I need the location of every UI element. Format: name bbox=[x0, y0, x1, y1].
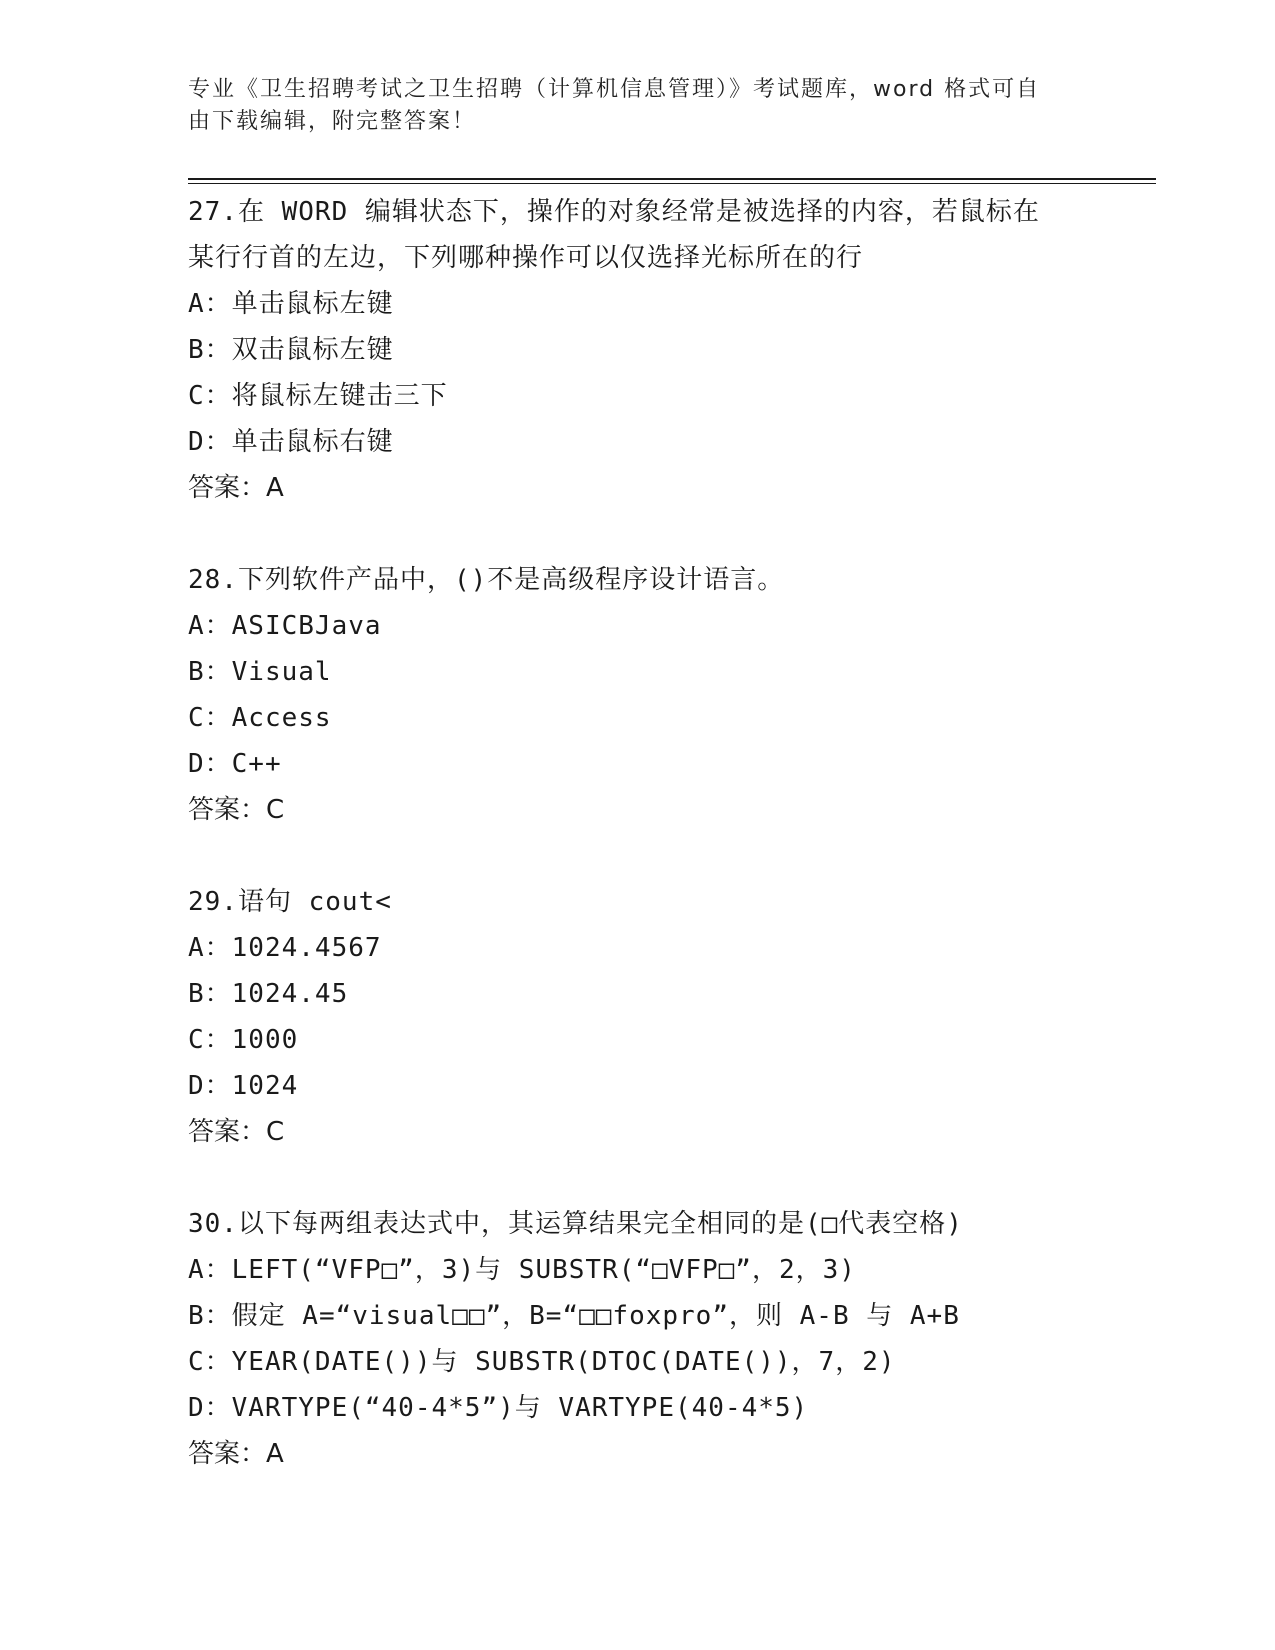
option-a: A：ASICBJava bbox=[188, 611, 382, 641]
question-28 bbox=[188, 557, 1088, 833]
question-text: 29.语句 cout< bbox=[188, 887, 392, 917]
question-text: 30.以下每两组表达式中，其运算结果完全相同的是(□代表空格) bbox=[188, 1209, 963, 1239]
option-b: B：假定 A=“visual□□”，B=“□□foxpro”，则 A-B 与 A+B bbox=[188, 1301, 960, 1331]
option-b: B：1024.45 bbox=[188, 979, 349, 1009]
header-line-2: 由下载编辑，附完整答案！ bbox=[188, 109, 477, 134]
answer-line: 答案：C bbox=[188, 1117, 285, 1147]
question-29 bbox=[188, 879, 1088, 1155]
question-spacer bbox=[188, 833, 1088, 879]
option-c: C：YEAR(DATE())与 SUBSTR(DTOC(DATE())，7，2) bbox=[188, 1347, 896, 1377]
option-c: C：Access bbox=[188, 703, 332, 733]
header-divider-thin bbox=[188, 183, 1156, 184]
option-a: A：1024.4567 bbox=[188, 933, 382, 963]
question-spacer bbox=[188, 1155, 1088, 1201]
option-c: C：将鼠标左键击三下 bbox=[188, 381, 448, 411]
option-b: B：双击鼠标左键 bbox=[188, 335, 394, 365]
question-text: 27.在 WORD 编辑状态下，操作的对象经常是被选择的内容，若鼠标在 bbox=[188, 197, 1040, 227]
question-text: 某行行首的左边，下列哪种操作可以仅选择光标所在的行 bbox=[188, 243, 864, 273]
option-c: C：1000 bbox=[188, 1025, 299, 1055]
option-d: D：单击鼠标右键 bbox=[188, 427, 394, 457]
question-list bbox=[188, 189, 1088, 1477]
question-spacer bbox=[188, 511, 1088, 557]
header-line-1: 专业《卫生招聘考试之卫生招聘（计算机信息管理）》考试题库，word 格式可自 bbox=[188, 77, 1041, 102]
option-a: A：LEFT(“VFP□”，3)与 SUBSTR(“□VFP□”，2，3) bbox=[188, 1255, 856, 1285]
answer-line: 答案：A bbox=[188, 473, 284, 503]
document-header bbox=[188, 74, 1068, 138]
answer-line: 答案：C bbox=[188, 795, 285, 825]
question-30 bbox=[188, 1201, 1088, 1477]
option-a: A：单击鼠标左键 bbox=[188, 289, 394, 319]
question-27 bbox=[188, 189, 1088, 511]
header-divider-thick bbox=[188, 178, 1156, 180]
answer-line: 答案：A bbox=[188, 1439, 284, 1469]
question-text: 28.下列软件产品中，()不是高级程序设计语言。 bbox=[188, 565, 785, 595]
option-d: D：VARTYPE(“40-4*5”)与 VARTYPE(40-4*5) bbox=[188, 1393, 809, 1423]
option-d: D：1024 bbox=[188, 1071, 299, 1101]
option-b: B：Visual bbox=[188, 657, 332, 687]
option-d: D：C++ bbox=[188, 749, 282, 779]
